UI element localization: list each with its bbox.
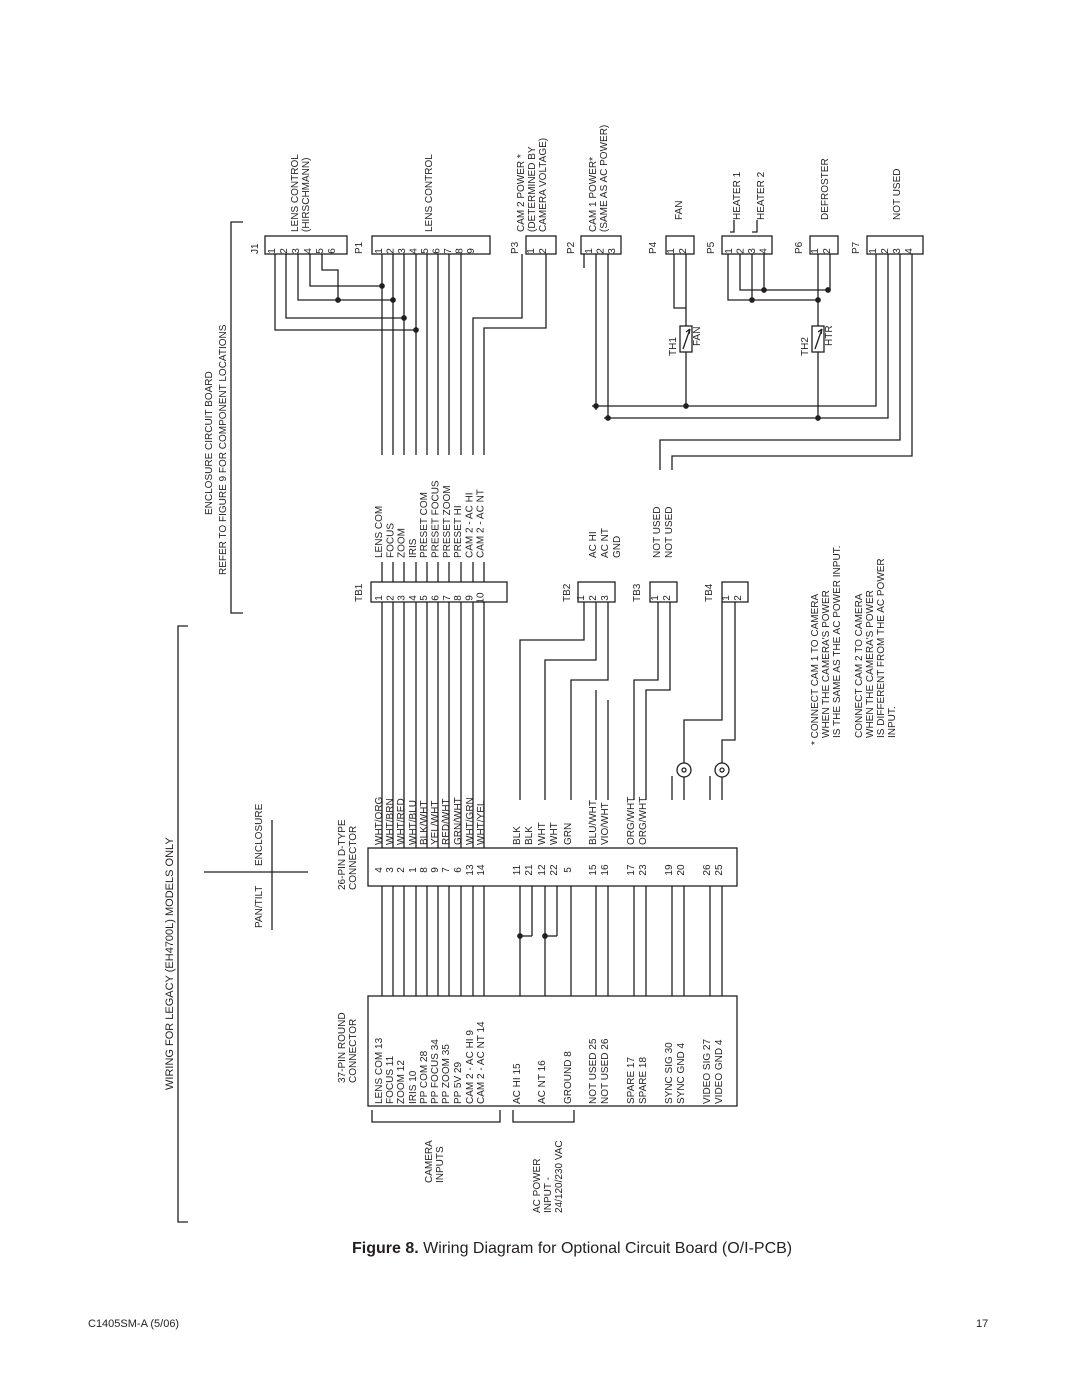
note-cam1: * CONNECT CAM 1 TO CAMERA — [810, 593, 821, 745]
p1-pin: 7 — [443, 248, 454, 254]
p3-pin: 2 — [538, 248, 549, 254]
ac-power-label: AC POWER — [532, 1158, 543, 1213]
tb1-pin: 10 — [475, 592, 487, 604]
tb1-signal: CAM 2 - AC NT — [475, 489, 487, 558]
wire-color-label: BLU/WHT — [588, 800, 599, 845]
round-pin-label: PP COM 28 — [419, 1050, 430, 1104]
j1-pin: 4 — [303, 248, 314, 254]
round-pin-label: ZOOM 12 — [396, 1060, 407, 1104]
p2-label: P2 — [566, 241, 577, 254]
wire-color-label: GRN/WHT — [453, 797, 464, 845]
p1-pin: 9 — [466, 248, 477, 254]
tb3-pin: 1 — [650, 595, 661, 601]
board-title: ENCLOSURE CIRCUIT BOARD — [204, 371, 215, 515]
junction-dot — [402, 316, 406, 320]
dtype-pin-number: 7 — [441, 867, 452, 873]
ac-power-bracket — [513, 1110, 574, 1122]
p3-label: P3 — [510, 241, 521, 254]
junction-dot — [391, 298, 395, 302]
dtype-pin-number: 4 — [374, 867, 385, 873]
tb4-pin: 1 — [721, 595, 732, 601]
p1-pin: 1 — [374, 248, 385, 254]
tb1-signal: PRESET ZOOM — [441, 485, 453, 558]
tb2-pin: 2 — [588, 595, 599, 601]
th1-part: FAN — [692, 326, 703, 346]
p6-pin: 1 — [810, 248, 821, 254]
dtype-pin-number: 19 — [664, 864, 675, 876]
p2-pin: 1 — [584, 248, 595, 254]
round-pin-label: NOT USED 26 — [600, 1038, 611, 1104]
heater-wire — [728, 254, 818, 300]
p1-pin: 6 — [431, 248, 443, 254]
board-reference: REFER TO FIGURE 9 FOR COMPONENT LOCATIONS — [218, 324, 229, 575]
note-cam1: IS THE SAME AS THE AC POWER INPUT. — [832, 545, 843, 738]
wire-color-label: WHT/YEL — [476, 800, 487, 845]
tb2-signal: AC HI — [588, 531, 599, 558]
legacy-bracket — [178, 626, 188, 1222]
p7-label: P7 — [851, 241, 862, 254]
dtype-pin-number: 20 — [676, 864, 687, 876]
th2-arrow — [815, 329, 822, 349]
tb1-pin: 7 — [441, 595, 453, 601]
j1-pin: 5 — [315, 248, 326, 254]
wire-color-label: BLK — [524, 826, 535, 845]
round-pin-label: FOCUS 11 — [385, 1055, 396, 1104]
wire-color-label: WHT/BLU — [408, 800, 419, 845]
p3-description: (DETERMINED BY — [527, 146, 538, 232]
tb1-pin: 9 — [464, 595, 476, 601]
wire-color-label: WHT — [537, 822, 548, 845]
p7-wire — [660, 254, 900, 470]
legacy-title: WIRING FOR LEGACY (EH4700L) MODELS ONLY — [164, 837, 176, 1090]
tb1-signal: FOCUS — [385, 523, 397, 558]
tb1-pin: 6 — [430, 595, 442, 601]
tb1-signal: PRESET COM — [419, 492, 431, 558]
j1-pin: 1 — [267, 248, 278, 254]
tb2-pin: 1 — [576, 595, 587, 601]
tb1-pin: 5 — [419, 595, 431, 601]
th2-part: HTR — [824, 325, 835, 346]
board-bracket — [231, 222, 243, 613]
coax-pin — [682, 768, 686, 772]
j1-label: J1 — [250, 243, 261, 254]
dtype-pin-number: 8 — [419, 867, 430, 873]
tb1-pin: 8 — [453, 595, 465, 601]
camera-inputs-bracket — [372, 1110, 500, 1122]
p5-pin: 2 — [735, 248, 747, 254]
junction-dot — [684, 404, 688, 408]
figure-title: Wiring Diagram for Optional Circuit Board (O/I-PCB) — [423, 1240, 793, 1257]
tb4-label: TB4 — [704, 583, 715, 602]
note-cam2: INPUT. — [887, 706, 898, 738]
p4-label: P4 — [648, 241, 659, 254]
j1-wire — [298, 254, 393, 300]
p7-wire — [868, 254, 876, 406]
p2-description: CAM 1 POWER* — [588, 156, 599, 232]
dtype-pin-number: 23 — [638, 864, 649, 876]
round-pin-label: SYNC SIG 30 — [664, 1042, 675, 1104]
round-pin-label: SYNC GND 4 — [676, 1042, 687, 1104]
p1-pin: 2 — [385, 248, 397, 254]
dtype-pin-number: 25 — [714, 864, 725, 876]
round-pin-label: GROUND 8 — [563, 1051, 574, 1104]
camera-inputs-label: INPUTS — [435, 1146, 446, 1183]
wire-color-label: BLK — [512, 826, 523, 845]
round-pin-label: LENS COM 13 — [374, 1037, 385, 1104]
tb3-signal: NOT USED — [664, 506, 675, 558]
note-cam2: CONNECT CAM 2 TO CAMERA — [854, 593, 865, 738]
th1-arrow — [683, 329, 690, 349]
p5-pin: 4 — [758, 248, 770, 254]
dtype-pin-number: 6 — [453, 867, 464, 873]
p7-pin: 1 — [868, 248, 879, 254]
tb2-signal: GND — [612, 535, 623, 558]
th2-label: TH2 — [800, 337, 811, 356]
j1-pin: 2 — [279, 248, 290, 254]
p4-description: FAN — [674, 200, 685, 220]
wire-color-label: WHT/RED — [396, 798, 407, 845]
p5-heater1: HEATER 1 — [732, 171, 743, 220]
dtype-connector-title: CONNECTOR — [348, 825, 359, 890]
note-cam1: WHEN THE CAMERA'S POWER — [821, 590, 832, 738]
dtype-pin-number: 21 — [524, 864, 535, 876]
dtype-pin-number: 26 — [702, 864, 713, 876]
dtype-pin-number: 17 — [626, 864, 637, 876]
round-pin-label: PP ZOOM 35 — [441, 1044, 452, 1104]
junction-dot — [336, 298, 340, 302]
ac-harness-wire — [520, 602, 584, 800]
wire-color-label: BLK/WHT — [419, 800, 430, 845]
tb4-pin: 2 — [733, 595, 744, 601]
video-wire — [684, 602, 722, 763]
wire-color-label: ORG/WHT — [626, 796, 637, 845]
junction-dot — [826, 288, 830, 292]
p1-pin: 8 — [454, 248, 466, 254]
round-pin-label: NOT USED 25 — [588, 1038, 599, 1104]
p4-pin: 2 — [678, 248, 689, 254]
tb1-pin: 4 — [407, 595, 419, 601]
junction-dot — [816, 416, 820, 420]
ac-power-label: 24/120/230 VAC — [554, 1140, 565, 1213]
wire-color-label: VIO/WHT — [600, 802, 611, 845]
p3-description: CAMERA VOLTAGE) — [538, 137, 549, 232]
dtype-pin-number: 5 — [563, 867, 574, 873]
cam2-wire — [484, 254, 546, 455]
junction-dot — [414, 328, 418, 332]
p6-description: DEFROSTER — [820, 158, 831, 220]
round-pin-label: PP 5V 29 — [453, 1061, 464, 1104]
wire-color-label: GRN — [563, 822, 574, 845]
diagram-body — [164, 125, 923, 1222]
p5-bracket — [752, 220, 757, 232]
video-wire — [722, 602, 735, 763]
tb1-signal: CAM 2 - AC HI — [464, 492, 476, 558]
round-pin-label: AC HI 15 — [512, 1063, 523, 1104]
p2-description: (SAME AS AC POWER) — [599, 124, 610, 232]
p1-pin: 3 — [397, 248, 408, 254]
round-pin-label: CAM 2 - AC HI 9 — [465, 1030, 476, 1104]
junction-dot — [380, 284, 384, 288]
round-connector-title: CONNECTOR — [348, 1018, 359, 1083]
enclosure-label: ENCLOSURE — [254, 803, 265, 866]
j1-description: LENS CONTROL — [290, 154, 301, 232]
document-id: C1405SM-A (5/06) — [88, 1318, 180, 1330]
note-cam2: WHEN THE CAMERA'S POWER — [865, 590, 876, 738]
p1-pin: 4 — [408, 248, 420, 254]
p5-bracket — [730, 220, 734, 232]
ground-harness-wire — [571, 602, 608, 800]
dtype-pin-number: 22 — [549, 864, 560, 876]
figure-caption — [352, 1240, 792, 1258]
tb1-signal: IRIS — [407, 538, 419, 558]
tb1-pin: 1 — [374, 595, 385, 601]
j1-description: (HIRSCHMANN) — [301, 157, 312, 232]
tb1-pin: 2 — [385, 595, 397, 601]
tb2-pin: 3 — [600, 595, 611, 601]
p6-pin: 2 — [822, 248, 833, 254]
p2-pin: 2 — [595, 248, 607, 254]
round-pin-label: VIDEO SIG 27 — [702, 1038, 713, 1104]
junction-dot — [762, 288, 766, 292]
round-pin-label: PP FOCUS 34 — [430, 1039, 441, 1104]
j1-pin: 6 — [327, 248, 338, 254]
coax-pin — [720, 768, 724, 772]
junction-dot — [750, 298, 754, 302]
coax-connector — [715, 763, 729, 777]
j1-wire — [310, 254, 382, 286]
p4-pin: 1 — [666, 248, 677, 254]
p1-pin: 5 — [420, 248, 431, 254]
wire-color-label: WHT/ORG — [374, 796, 385, 845]
wire-color-label: WHT/GRN — [465, 797, 476, 845]
tb1-signal: PRESET FOCUS — [430, 480, 442, 558]
p5-label: P5 — [706, 241, 717, 254]
round-pin-label: CAM 2 - AC NT 14 — [476, 1021, 487, 1104]
p5-pin: 1 — [724, 248, 735, 254]
p2-pin: 3 — [607, 248, 618, 254]
p5-pin: 3 — [747, 248, 758, 254]
tb3-signal: NOT USED — [652, 506, 663, 558]
junction-dot — [594, 404, 598, 408]
j1-pin: 3 — [291, 248, 302, 254]
tb1-signal: PRESET HI — [453, 505, 465, 558]
p1-description: LENS CONTROL — [424, 154, 435, 232]
dtype-pin-number: 13 — [465, 864, 476, 876]
dtype-pin-number: 2 — [396, 867, 407, 873]
wire-color-label: YEL/WHT — [430, 800, 441, 845]
th1-label: TH1 — [668, 337, 679, 356]
j1-wire — [322, 254, 338, 300]
p7-description: NOT USED — [892, 168, 903, 220]
p3-description: CAM 2 POWER * — [516, 154, 527, 232]
tb2-label: TB2 — [562, 583, 573, 602]
round-pin-label: SPARE 18 — [638, 1056, 649, 1104]
tb1-pin: 3 — [396, 595, 408, 601]
p7-wire — [880, 254, 888, 418]
round-connector-title: 37-PIN ROUND — [337, 1012, 348, 1083]
round-pin-label: SPARE 17 — [626, 1056, 637, 1104]
round-pin-label: VIDEO GND 4 — [714, 1039, 725, 1104]
ac-power-label: INPUT - — [543, 1177, 554, 1213]
wire-color-label: WHT — [549, 822, 560, 845]
p7-pin: 4 — [904, 248, 915, 254]
p7-pin: 2 — [880, 248, 891, 254]
dtype-pin-number: 14 — [476, 864, 487, 876]
fan-wire — [674, 254, 686, 308]
page-number: 17 — [976, 1318, 989, 1330]
dtype-pin-number: 12 — [537, 864, 548, 876]
dtype-pin-number: 9 — [430, 867, 441, 873]
dtype-pin-number: 1 — [408, 867, 419, 873]
tb3-label: TB3 — [632, 583, 643, 602]
note-cam2: IS DIFFERENT FROM THE AC POWER — [876, 558, 887, 738]
tb1-signal: LENS COM — [374, 505, 385, 558]
round-pin-label: IRIS 10 — [408, 1070, 419, 1104]
camera-inputs-label: CAMERA — [424, 1140, 435, 1183]
heater-wire — [740, 254, 828, 290]
pan-tilt-label: PAN/TILT — [254, 885, 265, 928]
dtype-pin-number: 11 — [512, 864, 523, 876]
wire-color-label: ORG/WHT — [638, 796, 649, 845]
tb2-signal: AC NT — [600, 528, 611, 558]
coax-connector — [677, 763, 691, 777]
tb3-pin: 2 — [662, 595, 673, 601]
junction-dot — [543, 934, 547, 938]
figure-number: Figure 8. — [352, 1240, 419, 1257]
dtype-pin-number: 3 — [385, 867, 396, 873]
p3-pin: 1 — [526, 248, 537, 254]
cam2-wire — [473, 254, 522, 455]
tb1-label: TB1 — [354, 583, 365, 602]
wire-color-label: RED/WHT — [441, 798, 452, 845]
dtype-connector-title: 26-PIN D-TYPE — [337, 819, 348, 890]
junction-dot — [606, 416, 610, 420]
p6-label: P6 — [794, 241, 805, 254]
p7-pin: 3 — [892, 248, 903, 254]
p1-label: P1 — [354, 241, 365, 254]
tb1-signal: ZOOM — [396, 528, 408, 558]
round-pin-label: AC NT 16 — [537, 1060, 548, 1104]
dtype-pin-number: 15 — [588, 864, 599, 876]
dtype-pin-number: 16 — [600, 864, 611, 876]
p5-heater2: HEATER 2 — [756, 171, 767, 220]
wire-color-label: WHT/BRN — [385, 798, 396, 845]
junction-dot — [518, 934, 522, 938]
